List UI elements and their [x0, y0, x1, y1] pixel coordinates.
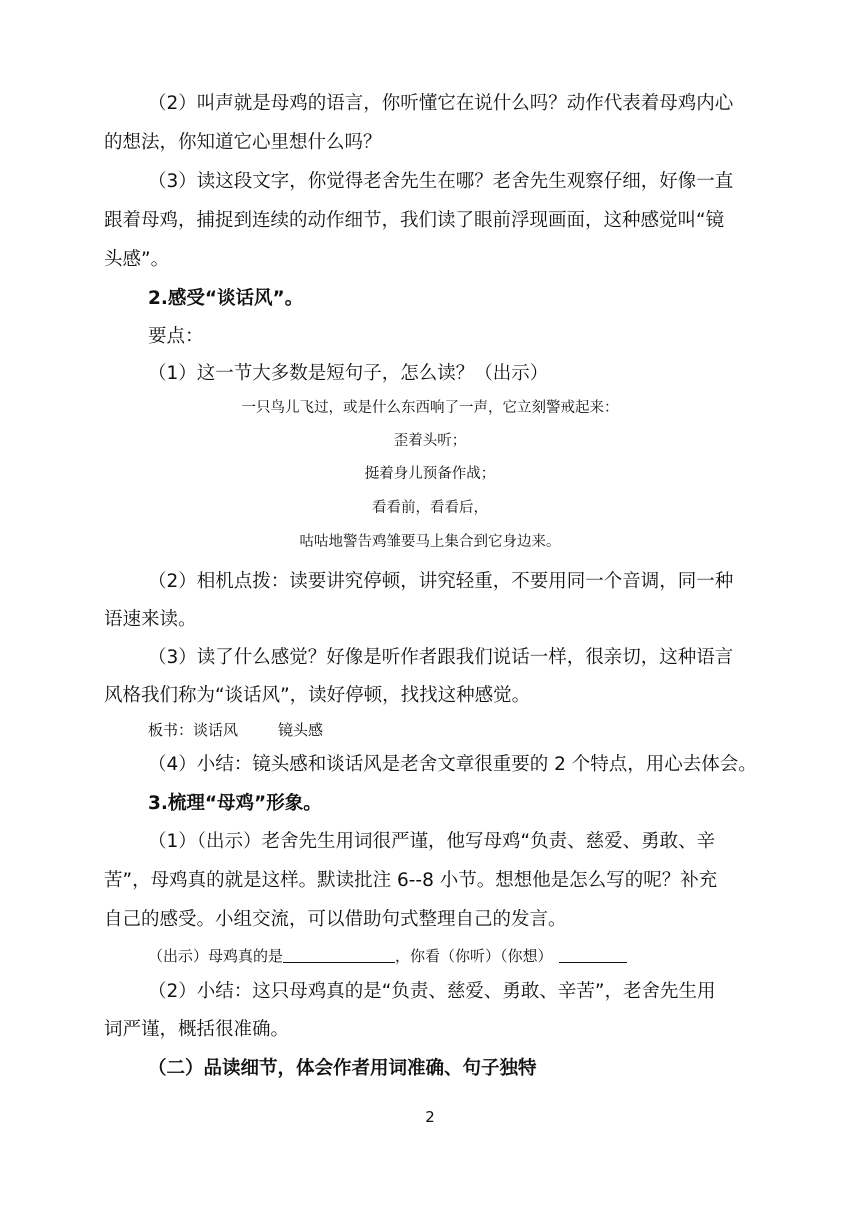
paragraph-line: 风格我们称为“谈话风”，读好停顿，找找这种感觉。 — [104, 685, 531, 706]
section-heading: （二）品读细节，体会作者用词准确、句子独特 — [148, 1058, 537, 1079]
poem-line: 歪着头听； — [393, 433, 467, 449]
paragraph-line: 词严谨，概括很准确。 — [104, 1019, 290, 1040]
paragraph-line: （2）小结：这只母鸡真的是“负责、慈爱、勇敢、辛苦”，老舍先生用 — [148, 981, 716, 1002]
section-heading: 3.梳理“母鸡”形象。 — [148, 793, 322, 814]
blackboard-note — [148, 718, 323, 742]
paragraph-line: 自己的感受。小组交流，可以借助句式整理自己的发言。 — [104, 909, 567, 930]
template-middle: ，你看（你听）（你想） — [395, 947, 553, 965]
paragraph-line: （2）叫声就是母鸡的语言，你听懂它在说什么吗？动作代表着母鸡内心 — [148, 93, 734, 114]
board-item: 镜头感 — [278, 721, 324, 739]
paragraph-line: 的想法，你知道它心里想什么吗？ — [104, 132, 382, 153]
paragraph-line: （3）读了什么感觉？好像是听作者跟我们说话一样，很亲切，这种语言 — [148, 647, 734, 668]
paragraph-line: 跟着母鸡，捕捉到连续的动作细节，我们读了眼前浮现画面，这种感觉叫“镜 — [104, 210, 725, 231]
paragraph-line: 语速来读。 — [104, 609, 197, 630]
paragraph-line: （2）相机点拨：读要讲究停顿，讲究轻重，不要用同一个音调，同一种 — [148, 571, 734, 592]
list-item: （4）小结：镜头感和谈话风是老舍文章很重要的 2 个特点，用心去体会。 — [148, 754, 757, 775]
sentence-template — [148, 944, 627, 968]
poem-line: 看看前，看看后， — [372, 500, 488, 516]
template-prefix: （出示）母鸡真的是 — [148, 947, 284, 965]
paragraph-line: （3）读这段文字，你觉得老舍先生在哪？老舍先生观察仔细，好像一直 — [148, 171, 734, 192]
fill-blank — [559, 946, 627, 963]
paragraph-line: 苦”，母鸡真的就是这样。默读批注 6--8 小节。想想他是怎么写的呢？补充 — [104, 870, 718, 891]
key-points-label: 要点： — [148, 326, 204, 347]
poem-line: 咕咕地警告鸡雏要马上集合到它身边来。 — [299, 534, 561, 550]
paragraph-line: 头感”。 — [104, 249, 170, 270]
section-heading: 2.感受“谈话风”。 — [148, 288, 304, 309]
board-label: 板书：谈话风 — [148, 721, 239, 739]
page-number: 2 — [425, 1108, 435, 1126]
fill-blank — [283, 946, 395, 963]
paragraph-line: （1）（出示）老舍先生用词很严谨，他写母鸡“负责、慈爱、勇敢、辛 — [148, 831, 716, 852]
poem-line: 一只鸟儿飞过，或是什么东西响了一声，它立刻警戒起来： — [241, 400, 619, 416]
list-item: （1）这一节大多数是短句子，怎么读？（出示） — [148, 363, 549, 384]
poem-line: 挺着身儿预备作战； — [364, 466, 496, 482]
